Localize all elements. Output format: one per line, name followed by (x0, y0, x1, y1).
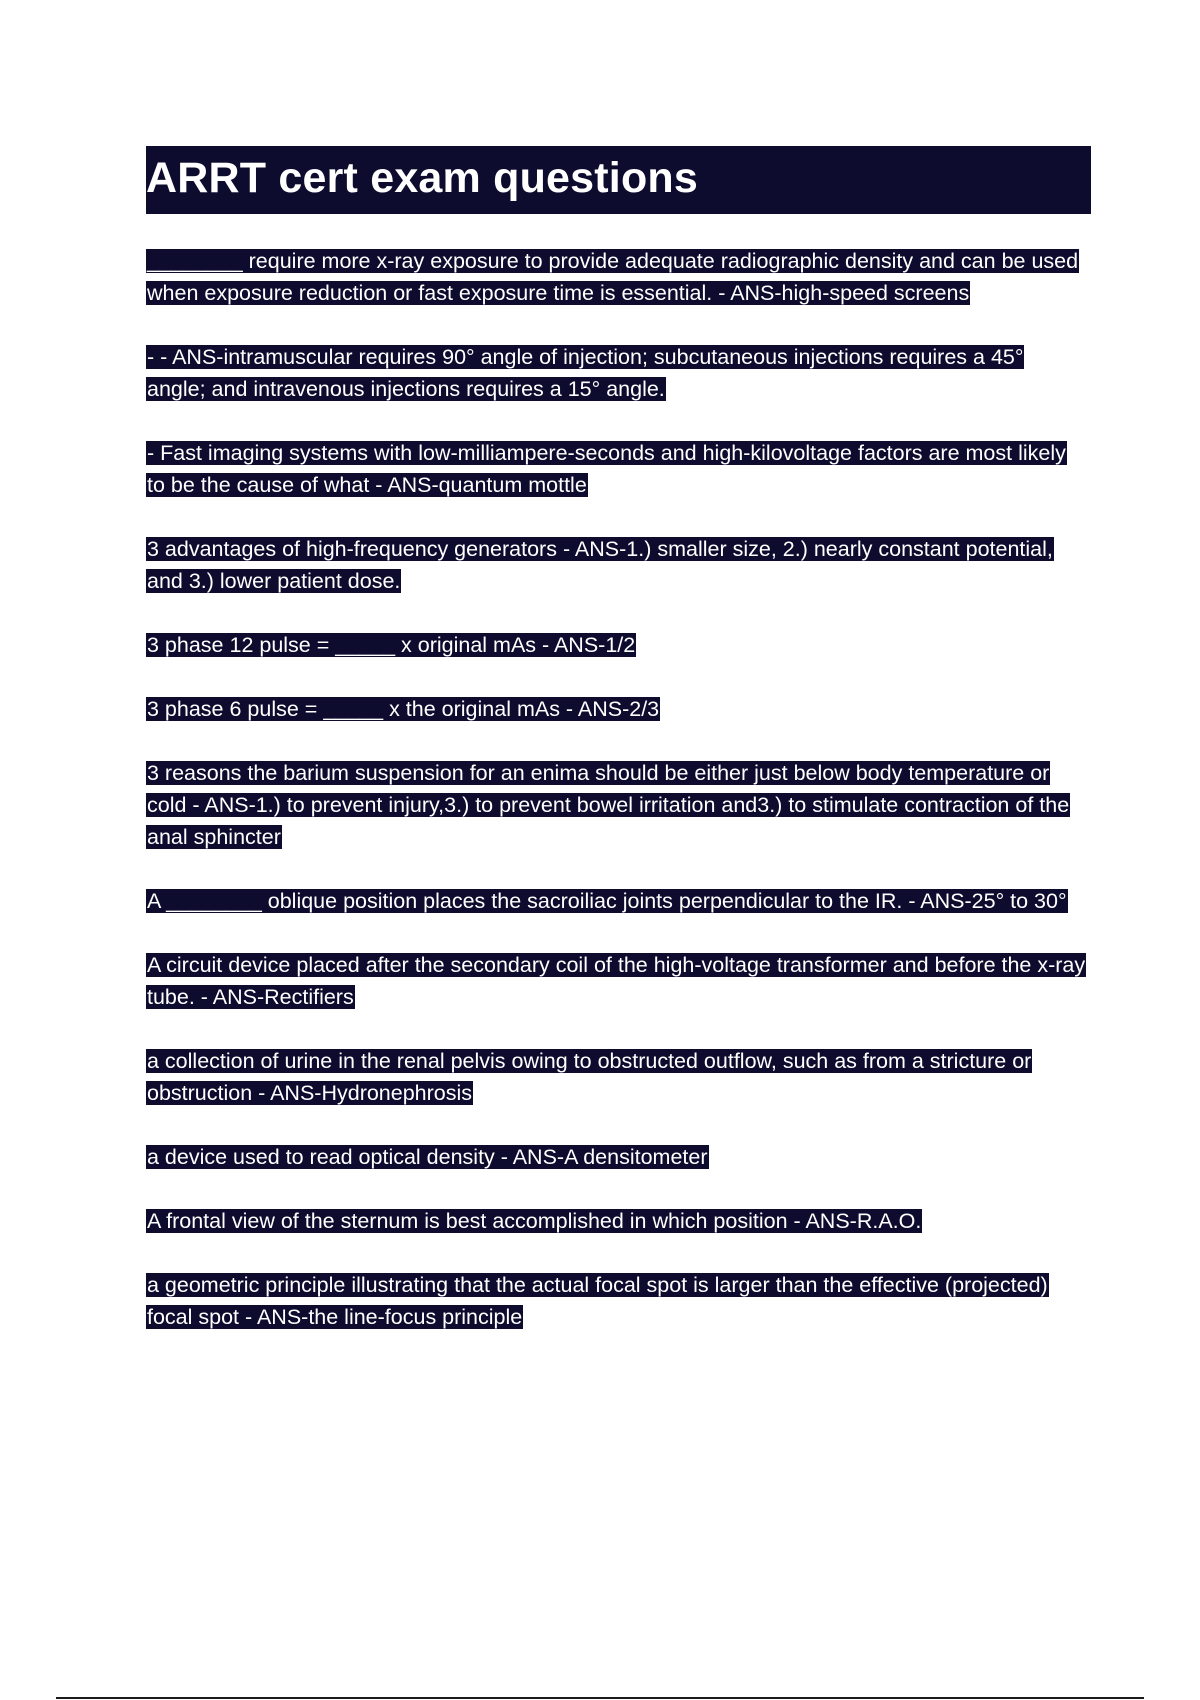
question-text: a device used to read optical density - ANS-A densitometer (147, 1145, 708, 1169)
question-text: A circuit device placed after the secondary coil of the high-voltage transformer and before the x-ray tube. - ANS-Rectifiers (147, 953, 1086, 1009)
question-text: A frontal view of the sternum is best accomplished in which position - ANS-R.A.O. (147, 1209, 922, 1233)
page-bottom-rule (56, 1697, 1144, 1699)
question-text: 3 reasons the barium suspension for an enima should be either just below body temperature or cold - ANS-1.) to prevent injury,3.) to prevent bowel irritation and3.) to stimulate contraction of the anal sphincter (147, 761, 1070, 849)
question-text: - Fast imaging systems with low-milliampere-seconds and high-kilovoltage factors are most likely to be the cause of what - ANS-quantum mottle (147, 441, 1066, 497)
document-title: ARRT cert exam questions (146, 154, 699, 202)
question-text: a collection of urine in the renal pelvis owing to obstructed outflow, such as from a stricture or obstruction - ANS-Hydronephrosis (147, 1049, 1032, 1105)
question-item (146, 1045, 1086, 1109)
question-item (146, 1205, 1086, 1237)
question-item (146, 533, 1086, 597)
question-item (146, 629, 1086, 661)
question-item (146, 437, 1086, 501)
question-text: a geometric principle illustrating that the actual focal spot is larger than the effective (projected) focal spot - ANS-the line-focus principle (147, 1273, 1048, 1329)
question-text: A ________ oblique position places the sacroiliac joints perpendicular to the IR. - ANS-25° to 30° (147, 889, 1067, 913)
question-item (146, 693, 1086, 725)
question-text: 3 phase 12 pulse = _____ x original mAs - ANS-1/2 (147, 633, 636, 657)
question-item (146, 885, 1086, 917)
question-list (146, 245, 1086, 1365)
question-item (146, 757, 1086, 853)
question-item (146, 245, 1086, 309)
question-item (146, 1141, 1086, 1173)
title-bar (146, 146, 1091, 214)
question-text: - - ANS-intramuscular requires 90° angle of injection; subcutaneous injections requires a 45° angle; and intravenous injections requires a 15° angle. (147, 345, 1024, 401)
question-item (146, 1269, 1086, 1333)
question-text: 3 advantages of high-frequency generators - ANS-1.) smaller size, 2.) nearly constant potential, and 3.) lower patient dose. (147, 537, 1053, 593)
question-item (146, 949, 1086, 1013)
question-item (146, 341, 1086, 405)
question-text: ________ require more x-ray exposure to provide adequate radiographic density and can be used when exposure reduction or fast exposure time is essential. - ANS-high-speed screens (147, 249, 1079, 305)
question-text: 3 phase 6 pulse = _____ x the original mAs - ANS-2/3 (147, 697, 660, 721)
